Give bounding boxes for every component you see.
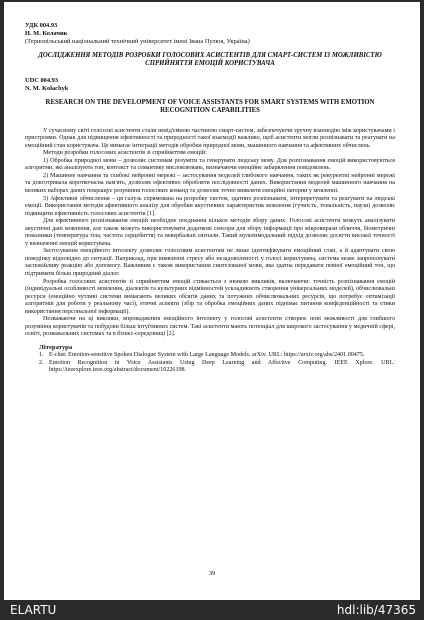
title-en: RESEARCH ON THE DEVELOPMENT OF VOICE ASSISTANTS FOR SMART SYSTEMS WITH EMOTION RECOGNITION CAPABILITIES [45, 98, 375, 115]
handle-label: hdl:lib/47365 [336, 603, 416, 617]
author-en: N. M. Kolachyk [25, 84, 69, 92]
affiliation-uk: (Тернопільський національний технічний університет імені Івана Пулюя, Україна) [25, 38, 250, 45]
page-number: 39 [208, 570, 216, 577]
paragraph-challenges: Розробка голосових асистентів зі сприйняттям емоцій стикається з низкою викликів, включаючи: точність розпізнавання емоцій (індивідуальні особливості мовлення, діалектів та культурних відмінностей ускладнюють створення універсальних моделей), обчислювальні ресурси (емоційно чутливі системи вимагають великих обсягів даних та потужних обчислювальних ресурсів, що потребує оптимізації алгоритмів для роботи у реальному часі), етичні аспекти (збір та обробка емоційних даних піднімає питання конфіденційності та етики використання персональної інформації). [25, 278, 395, 315]
reference-number: 1. [39, 351, 44, 358]
paragraph-intro: У сучасному світі голосові асистенти стали невід'ємною частиною смарт-систем, забезпечуючи зручну взаємодію між користувачами і пристроями. Однак для підвищення ефективності та природності такої взаємодії важливо, щоб асистенти могли розпізнавати та реагувати на емоційний стан користувача. Це вимагає інтеграції методів обробки природної мови, машинного навчання та афективних обчислень. [25, 127, 395, 149]
references-list [25, 352, 395, 375]
udc-en: UDC 004.93 [25, 76, 59, 84]
udc-uk: УДК 004.93 [25, 22, 58, 29]
reference-number: 2. [39, 359, 44, 366]
reference-text: Emotion Recognition in Voice Assistants Using Deep Learning and Affective Computing. IEEE Xplore. URL: https://ieeexplore.ieee.org/abstract/document/10226198. [49, 359, 395, 374]
paragraph-method-2: 2) Машинне навчання та глибокі нейронні мережі – застосування моделей глибокого навчання, таких як рекурентні нейронні мережі та довготривала короткочасна пам'ять, дозволяє ефективно обробляти послідовності даних. Використання моделей машинного навчання на великих наборах даних покращує розуміння голосових команд та дозволяє точно виявляти емоційні патерни у мовленні. [25, 172, 395, 194]
title-uk: ДОСЛІДЖЕННЯ МЕТОДІВ РОЗРОБКИ ГОЛОСОВИХ АСИСТЕНТІВ ДЛЯ СМАРТ-СИСТЕМ ІЗ МОЖЛИВІСТЮ СПРИЙНЯТТЯ ЕМОЦІЙ КОРИСТУВАЧА [38, 52, 382, 68]
article-body [25, 128, 395, 339]
document-page [4, 2, 420, 600]
page-content [25, 22, 395, 375]
repository-label: ELARTU [10, 603, 57, 617]
paragraph-method-3: 3) Афективні обчислення – ця галузь спрямована на розробку систем, здатних розпізнавати, інтерпретувати та реагувати на людські емоції. Використання методів афективного аналізу для обробки акустичних характеристик мовлення (гучність, тональність, паузи) дозволяє підвищити ефективність голосових асистентів [1]. [25, 195, 395, 217]
paragraph-emotional-intelligence: Застосування емоційного інтелекту дозволяє голосовим асистентам не лише ідентифікувати емоційний стан, а й адаптувати свою поведінку відповідно до ситуації. Наприклад, при виявленні стресу або незадоволеності у голосі користувача, система може запропонувати заспокійливу реакцію або допомогу. Важливим є також використання синтезованої мови, яка здатна передавати певної емоційний тон, що підтримати більш природний діалог. [25, 248, 395, 278]
paragraph-conclusion: Незважаючи на ці виклики, впровадження емоційного інтелекту у голосові асистенти створює нові можливості для глибшого розуміння користувачів та побудови більш інтуїтивних систем. Такі асистенти мають потенціал для широкого застосування у медичній сфері, освіті, розважальних системах та в бізнес-середовищі [2]. [25, 316, 395, 338]
reference-text: E-chat: Emotion-sensitive Spoken Dialogue System with Large Language Models. arXiv. URL: https://arxiv.org/abs/2401.00475. [49, 351, 365, 358]
reference-item [39, 360, 395, 375]
references-heading: Література [39, 343, 73, 351]
author-uk: Н. М. Колачик [25, 30, 68, 37]
paragraph-data-collection: Для ефективного розпізнавання емоцій необхідне поєднання кількох методів збору даних. Голосові асистенти можуть аналізувати акустичні дані мовлення, але також можуть використовувати додаткові сенсори для збору інформації про мікровирази обличчя, біометричні показники (температура тіла, частота серцебиття) та невербальні сигнали. Такий мультимодальний підхід дозволяє досягти високої точності у визначенні емоцій користувача. [25, 218, 395, 247]
paragraph-method-1: 1) Обробка природної мови – дозволяє системам розуміти та генерувати людську мову. Для розпізнавання емоцій використовуються алгоритми, які аналізують тон, контекст та семантику висловлювань, визначаючи емоційне забарвлення повідомлень. [25, 157, 395, 172]
viewer-footer [0, 600, 424, 620]
reference-item [39, 352, 395, 360]
paragraph-methods-heading: Методи розробки голосових асистентів зі сприйняттям емоцій: [43, 150, 207, 157]
